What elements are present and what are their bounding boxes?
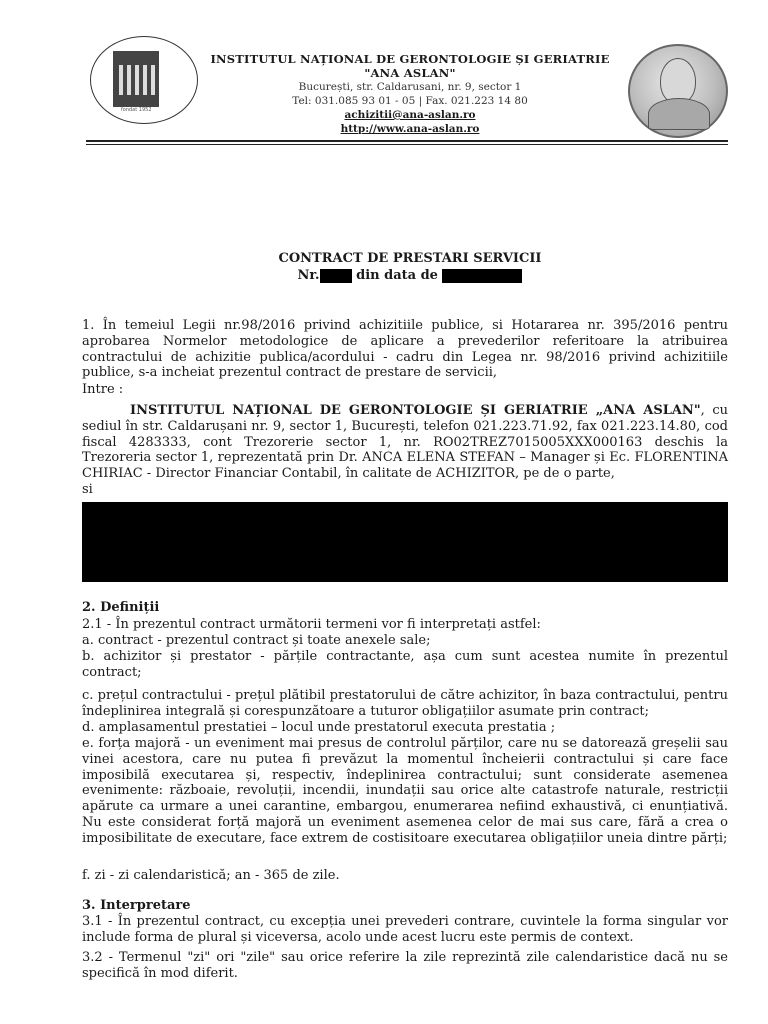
letterhead: [200, 52, 620, 136]
legal-basis-paragraph: 1. În temeiul Legii nr.98/2016 privind achizitiile publice, si Hotararea nr. 395/2016 pentru aprobarea Normelor metodologice de aplicare a prevederilor referitoare la atribuirea contractului de achizitie publica/acordului - cadru din Legea nr. 98/2016 privind achizitiile publice, s-a incheiat prezentul contract de prestare de servicii,: [82, 318, 728, 381]
title-line: CONTRACT DE PRESTARI SERVICII: [278, 251, 542, 266]
email-link[interactable]: achizitii@ana-aslan.ro: [344, 109, 476, 121]
institution-name: INSTITUTUL NAȚIONAL DE GERONTOLOGIE ȘI GERIATRIE "ANA ASLAN": [210, 52, 610, 80]
address: București, str. Caldarusani, nr. 9, sector 1: [298, 81, 522, 93]
logo-caption: fondat 1952: [121, 107, 152, 113]
building-icon: [113, 51, 159, 107]
achizitor-name: INSTITUTUL NAȚIONAL DE GERONTOLOGIE ȘI GERIATRIE „ANA ASLAN": [130, 403, 701, 418]
ana-aslan-medallion-icon: [628, 44, 728, 138]
achizitor-paragraph: INSTITUTUL NAȚIONAL DE GERONTOLOGIE ȘI GERIATRIE „ANA ASLAN", cu sediul în str. Caldarușani nr. 9, sector 1, București, telefon 021.223.71.92, fax 021.223.14.80, cod fiscal 4283333, cont Trezorerie sector 1, nr. RO02TREZ7015005XXX000163 deschis la Trezoreria sector 1, reprezentată prin Dr. ANCA ELENA STEFAN – Manager și Ec. FLORENTINA CHIRIAC - Director Financiar Contabil, în calitate de ACHIZITOR, pe de o parte,: [82, 403, 728, 482]
institute-logo: [90, 36, 198, 124]
header-divider-thin: [86, 144, 728, 145]
contract-number-line: Nr. din data de: [240, 267, 580, 284]
contract-title: [240, 250, 580, 284]
si-label: si: [82, 482, 93, 497]
header-divider: [86, 140, 728, 142]
interpretation-3-2: 3.2 - Termenul "zi" ori "zile" sau orice referire la zile reprezintă zile calendaristice dacă nu se specifică în mod diferit.: [82, 950, 728, 981]
section-3-heading: 3. Interpretare: [82, 898, 191, 913]
website-link[interactable]: http://www.ana-aslan.ro: [340, 123, 480, 135]
redacted-date: [442, 269, 522, 283]
definition-f: f. zi - zi calendaristică; an - 365 de zile.: [82, 868, 340, 883]
redacted-number: [320, 269, 352, 283]
definition-c: c. prețul contractului - prețul plătibil prestatorului de către achizitor, în baza contractului, pentru îndeplinirea integrală și corespunzătoare a tuturor obligațiilor asumate prin contract;: [82, 688, 728, 719]
definition-b: b. achizitor și prestator - părțile contractante, așa cum sunt acestea numite în prezentul contract;: [82, 649, 728, 680]
definition-e: e. forța majoră - un eveniment mai presus de controlul părților, care nu se datorează greșelii sau vinei acestora, care nu putea fi prevăzut la momentul încheierii contractului și care face imposibilă executarea și, respectiv, îndeplinirea contractului; sunt considerate asemenea evenimente: războaie, revoluții, incendii, inundații sau orice alte catastrofe naturale, restricții apărute ca urmare a unei carantine, embargou, enumerarea nefiind exhaustivă, ci enunțiativă. Nu este considerat forță majoră un eveniment asemenea celor de mai sus care, fără a crea o imposibilitate de executare, face extrem de costisitoare executarea obligațiilor uneia dintre părți;: [82, 736, 728, 846]
redacted-prestator-block: [82, 502, 728, 582]
definition-d: d. amplasamentul prestatiei – locul unde prestatorul executa prestatia ;: [82, 720, 556, 735]
intre-label: Intre :: [82, 382, 124, 397]
section-2-intro: 2.1 - În prezentul contract următorii termeni vor fi interpretați astfel:: [82, 617, 541, 632]
section-2-heading: 2. Definiții: [82, 600, 160, 615]
interpretation-3-1: 3.1 - În prezentul contract, cu excepția unei prevederi contrare, cuvintele la forma singular vor include forma de plural și viceversa, acolo unde acest lucru este permis de context.: [82, 914, 728, 945]
definition-a: a. contract - prezentul contract și toate anexele sale;: [82, 633, 431, 648]
phone-fax: Tel: 031.085 93 01 - 05 | Fax. 021.223 14 80: [292, 95, 528, 107]
